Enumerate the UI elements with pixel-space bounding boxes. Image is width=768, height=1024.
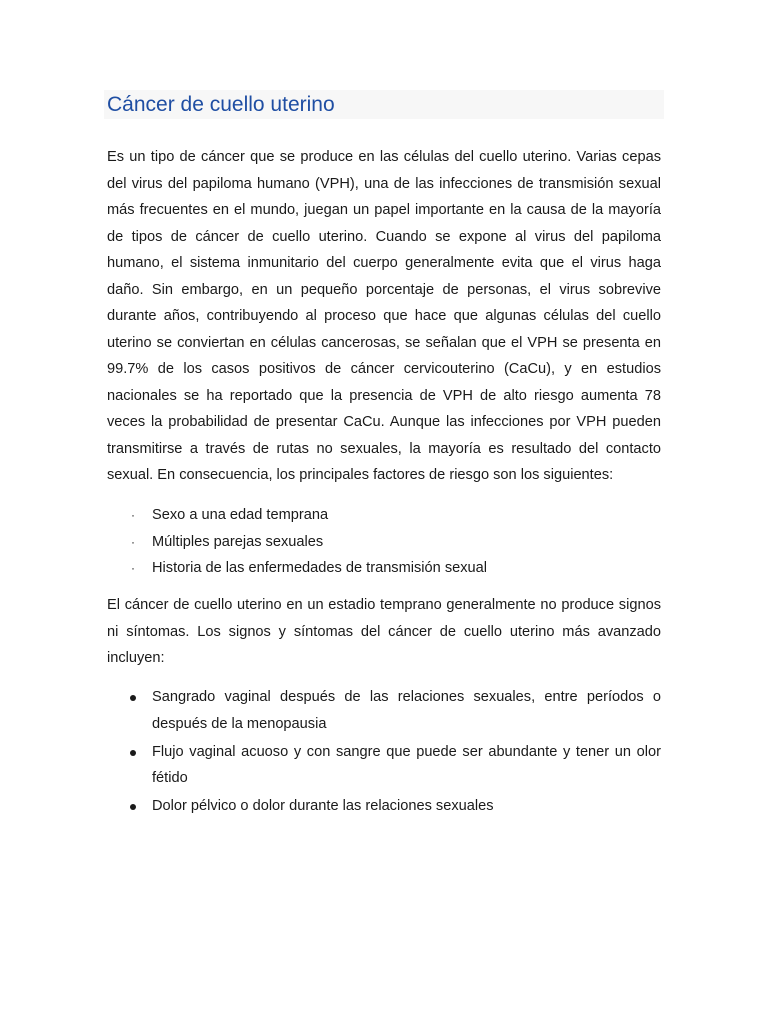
bullet-marker: · xyxy=(131,561,135,575)
symptom-item xyxy=(107,684,661,737)
bullet-dot-icon xyxy=(130,695,136,701)
symptom-text: Dolor pélvico o dolor durante las relaciones sexuales xyxy=(152,798,494,814)
symptoms-paragraph: El cáncer de cuello uterino en un estadio temprano generalmente no produce signos ni síntomas. Los signos y síntomas del cáncer de cuello uterino más avanzado incluyen: xyxy=(107,597,661,666)
bullet-marker: · xyxy=(131,508,135,522)
symptom-item xyxy=(107,793,661,820)
intro-paragraph: Es un tipo de cáncer que se produce en las células del cuello uterino. Varias cepas del virus del papiloma humano (VPH), una de las infecciones de transmisión sexual más frecuentes en el mundo, juegan un papel importante en la causa de la mayoría de tipos de cáncer de cuello uterino. Cuando se expone al virus del papiloma humano, el sistema inmunitario del cuerpo generalmente evita que el virus haga daño. Sin embargo, en un pequeño porcentaje de personas, el virus sobrevive durante años, contribuyendo al proceso que hace que algunas células del cuello uterino se conviertan en células cancerosas, se señalan que el VPH se presenta en 99.7% de los casos positivos de cáncer cervicouterino (CaCu), y en estudios nacionales se ha reportado que la presencia de VPH de alto riesgo aumenta 78 veces la probabilidad de presentar CaCu. Aunque las infecciones por VPH pueden transmitirse a través de rutas no sexuales, la mayoría es resultado del contacto sexual. En consecuencia, los principales factores de riesgo son los siguientes: xyxy=(107,149,661,483)
risk-factor-item xyxy=(107,502,661,529)
symptom-item xyxy=(107,739,661,792)
risk-factor-text: Historia de las enfermedades de transmisión sexual xyxy=(152,560,488,576)
risk-factor-text: Sexo a una edad temprana xyxy=(152,507,329,523)
bullet-dot-icon xyxy=(130,804,136,810)
risk-factors-list xyxy=(107,502,661,582)
risk-factor-item xyxy=(107,529,661,556)
risk-factor-item xyxy=(107,555,661,582)
document-title: Cáncer de cuello uterino xyxy=(107,93,335,116)
symptom-text: Flujo vaginal acuoso y con sangre que puede ser abundante y tener un olor fétido xyxy=(152,743,661,786)
risk-factor-text: Múltiples parejas sexuales xyxy=(152,533,324,550)
symptoms-list xyxy=(107,684,661,821)
bullet-dot-icon xyxy=(130,750,136,756)
symptom-text: Sangrado vaginal después de las relaciones sexuales, entre períodos o después de la menopausia xyxy=(152,689,661,732)
bullet-marker: · xyxy=(131,534,135,549)
